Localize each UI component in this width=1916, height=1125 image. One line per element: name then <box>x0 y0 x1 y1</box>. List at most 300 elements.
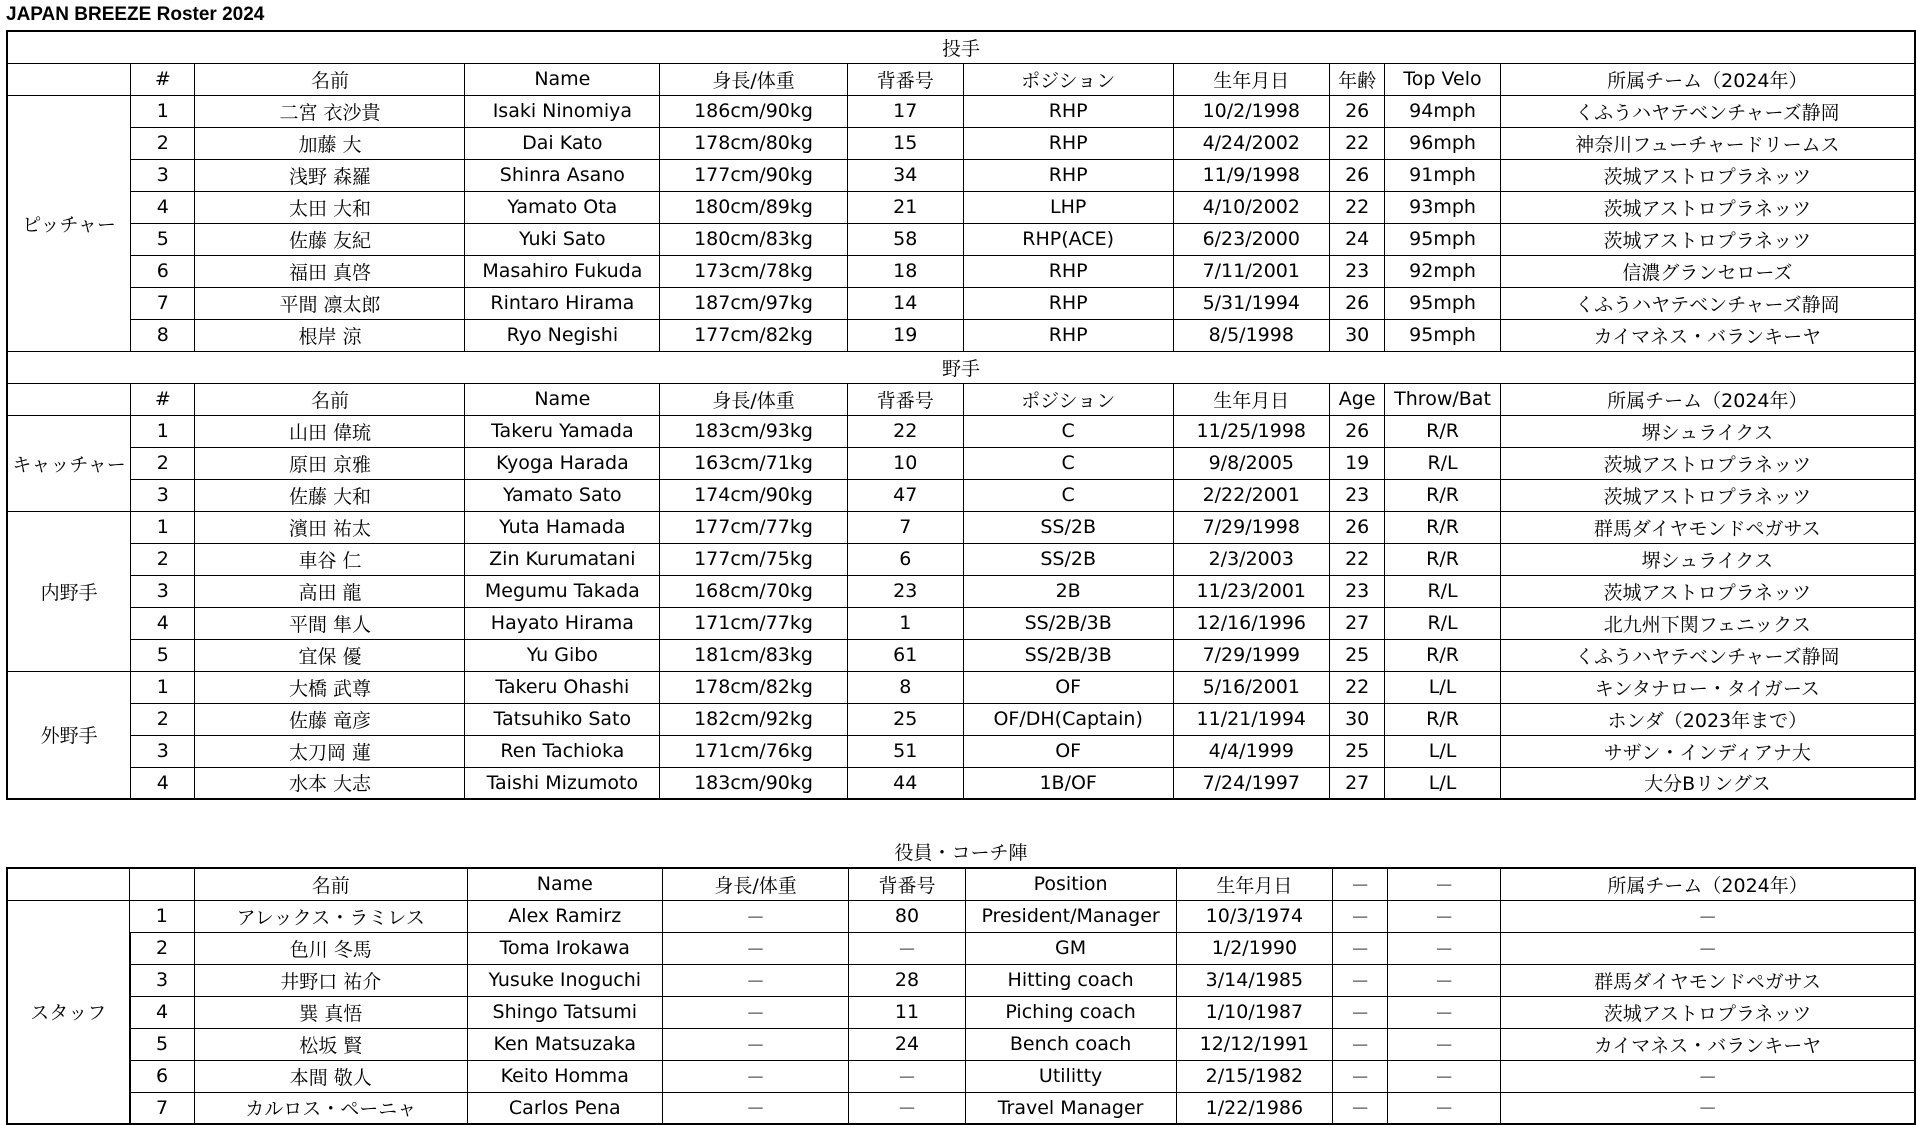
table-row <box>7 319 1915 351</box>
group-label-staff: スタッフ <box>7 900 130 1124</box>
name-en-cell: Toma Irokawa <box>467 932 662 964</box>
column-header: ポジション <box>963 383 1173 415</box>
position-cell: RHP <box>963 287 1173 319</box>
name-en-cell: Yu Gibo <box>465 639 660 671</box>
number-cell: 2 <box>131 447 195 479</box>
height-weight-cell: 181cm/83kg <box>660 639 848 671</box>
position-cell: OF/DH(Captain) <box>963 703 1173 735</box>
jersey-number-cell: 10 <box>847 447 963 479</box>
stat-cell: 93mph <box>1385 191 1500 223</box>
column-header: Top Velo <box>1385 63 1500 95</box>
position-cell: SS/2B <box>963 543 1173 575</box>
table-row <box>7 415 1915 447</box>
table-row <box>7 735 1915 767</box>
stat-cell: R/R <box>1385 543 1500 575</box>
column-header: 背番号 <box>847 63 963 95</box>
position-cell: Bench coach <box>965 1028 1176 1060</box>
name-jp-cell: 色川 冬馬 <box>194 932 467 964</box>
jersey-number-cell: 51 <box>847 735 963 767</box>
number-cell: 7 <box>130 1092 194 1124</box>
birthdate-cell: 11/23/2001 <box>1173 575 1329 607</box>
position-cell: RHP <box>963 159 1173 191</box>
height-weight-cell: 177cm/75kg <box>660 543 848 575</box>
column-header: # <box>131 383 195 415</box>
jersey-number-cell: 23 <box>847 575 963 607</box>
height-weight-cell: 183cm/93kg <box>660 415 848 447</box>
position-cell: Travel Manager <box>965 1092 1176 1124</box>
position-cell: Piching coach <box>965 996 1176 1028</box>
column-header: 身長/体重 <box>660 383 848 415</box>
stat-cell: － <box>1388 1028 1501 1060</box>
stat-cell: R/L <box>1385 575 1500 607</box>
height-weight-cell: － <box>662 932 849 964</box>
position-cell: OF <box>963 671 1173 703</box>
group-label-catcher: キャッチャー <box>7 415 131 511</box>
birthdate-cell: 1/10/1987 <box>1176 996 1333 1028</box>
height-weight-cell: 168cm/70kg <box>660 575 848 607</box>
pitchers-header-row <box>7 63 1915 95</box>
name-en-cell: Zin Kurumatani <box>465 543 660 575</box>
column-header: 所属チーム（2024年） <box>1500 63 1915 95</box>
number-cell: 1 <box>131 415 195 447</box>
birthdate-cell: 12/16/1996 <box>1173 607 1329 639</box>
team-cell: 茨城アストロプラネッツ <box>1500 479 1915 511</box>
position-cell: RHP <box>963 95 1173 127</box>
column-header: 生年月日 <box>1173 63 1329 95</box>
column-header: Age <box>1329 383 1384 415</box>
birthdate-cell: 5/16/2001 <box>1173 671 1329 703</box>
jersey-number-cell: 80 <box>849 900 965 932</box>
stat-cell: － <box>1388 1092 1501 1124</box>
height-weight-cell: 177cm/82kg <box>660 319 848 351</box>
team-cell: 茨城アストロプラネッツ <box>1500 575 1915 607</box>
name-en-cell: Yamato Ota <box>465 191 660 223</box>
column-header <box>130 868 194 900</box>
stat-cell: 94mph <box>1385 95 1500 127</box>
fielders-header-row <box>7 383 1915 415</box>
table-row <box>7 191 1915 223</box>
table-row <box>7 479 1915 511</box>
position-cell: Utilitty <box>965 1060 1176 1092</box>
name-jp-cell: 加藤 大 <box>195 127 465 159</box>
table-row <box>7 932 1915 964</box>
table-row <box>7 767 1915 799</box>
age-cell: 19 <box>1329 447 1384 479</box>
team-cell: 群馬ダイヤモンドペガサス <box>1500 511 1915 543</box>
name-jp-cell: 大橋 武尊 <box>195 671 465 703</box>
height-weight-cell: － <box>662 1092 849 1124</box>
stat-cell: 95mph <box>1385 319 1500 351</box>
number-cell: 2 <box>130 932 194 964</box>
staff-table <box>6 836 1916 1125</box>
name-jp-cell: 井野口 祐介 <box>194 964 467 996</box>
position-cell: OF <box>963 735 1173 767</box>
team-cell: くふうハヤテベンチャーズ静岡 <box>1500 95 1915 127</box>
height-weight-cell: 163cm/71kg <box>660 447 848 479</box>
team-cell: くふうハヤテベンチャーズ静岡 <box>1500 287 1915 319</box>
stat-cell: － <box>1388 900 1501 932</box>
column-header: # <box>131 63 195 95</box>
name-jp-cell: 福田 真啓 <box>195 255 465 287</box>
number-cell: 3 <box>131 575 195 607</box>
group-label-infielder: 内野手 <box>7 511 131 671</box>
table-row <box>7 575 1915 607</box>
position-cell: SS/2B <box>963 511 1173 543</box>
team-cell: － <box>1501 1092 1915 1124</box>
age-cell: 23 <box>1329 255 1384 287</box>
team-cell: 茨城アストロプラネッツ <box>1500 159 1915 191</box>
birthdate-cell: 1/22/1986 <box>1176 1092 1333 1124</box>
position-cell: GM <box>965 932 1176 964</box>
number-cell: 1 <box>130 900 194 932</box>
birthdate-cell: 4/4/1999 <box>1173 735 1329 767</box>
birthdate-cell: 7/29/1998 <box>1173 511 1329 543</box>
table-row <box>7 703 1915 735</box>
column-header: 所属チーム（2024年） <box>1500 383 1915 415</box>
jersey-number-cell: 58 <box>847 223 963 255</box>
name-en-cell: Ryo Negishi <box>465 319 660 351</box>
name-jp-cell: 高田 龍 <box>195 575 465 607</box>
jersey-number-cell: 18 <box>847 255 963 287</box>
jersey-number-cell: 7 <box>847 511 963 543</box>
team-cell: くふうハヤテベンチャーズ静岡 <box>1500 639 1915 671</box>
table-row <box>7 255 1915 287</box>
table-row <box>7 671 1915 703</box>
jersey-number-cell: 6 <box>847 543 963 575</box>
position-cell: RHP <box>963 255 1173 287</box>
name-jp-cell: 根岸 涼 <box>195 319 465 351</box>
stat-cell: R/R <box>1385 479 1500 511</box>
age-cell: 25 <box>1329 639 1384 671</box>
name-en-cell: Dai Kato <box>465 127 660 159</box>
jersey-number-cell: 15 <box>847 127 963 159</box>
age-cell: 25 <box>1329 735 1384 767</box>
birthdate-cell: 6/23/2000 <box>1173 223 1329 255</box>
height-weight-cell: 186cm/90kg <box>660 95 848 127</box>
name-jp-cell: 佐藤 大和 <box>195 479 465 511</box>
team-cell: 茨城アストロプラネッツ <box>1501 996 1915 1028</box>
name-en-cell: Masahiro Fukuda <box>465 255 660 287</box>
birthdate-cell: 10/2/1998 <box>1173 95 1329 127</box>
position-cell: RHP <box>963 319 1173 351</box>
team-cell: 群馬ダイヤモンドペガサス <box>1501 964 1915 996</box>
column-header: 年齢 <box>1329 63 1384 95</box>
stat-cell: － <box>1388 932 1501 964</box>
team-cell: 堺シュライクス <box>1500 415 1915 447</box>
jersey-number-cell: 44 <box>847 767 963 799</box>
birthdate-cell: 11/25/1998 <box>1173 415 1329 447</box>
staff-section-title-row <box>7 836 1915 868</box>
header-blank <box>7 63 131 95</box>
stat-cell: － <box>1388 964 1501 996</box>
birthdate-cell: 3/14/1985 <box>1176 964 1333 996</box>
age-cell: － <box>1333 900 1388 932</box>
position-cell: C <box>963 447 1173 479</box>
column-header: 名前 <box>194 868 467 900</box>
birthdate-cell: 12/12/1991 <box>1176 1028 1333 1060</box>
number-cell: 7 <box>131 287 195 319</box>
team-cell: － <box>1501 932 1915 964</box>
column-header: ポジション <box>963 63 1173 95</box>
name-en-cell: Takeru Yamada <box>465 415 660 447</box>
team-cell: － <box>1501 1060 1915 1092</box>
birthdate-cell: 2/15/1982 <box>1176 1060 1333 1092</box>
height-weight-cell: － <box>662 964 849 996</box>
name-jp-cell: 濱田 祐太 <box>195 511 465 543</box>
age-cell: 27 <box>1329 767 1384 799</box>
team-cell: 大分Bリングス <box>1500 767 1915 799</box>
column-header: 背番号 <box>849 868 965 900</box>
name-jp-cell: 宜保 優 <box>195 639 465 671</box>
age-cell: 26 <box>1329 159 1384 191</box>
jersey-number-cell: 22 <box>847 415 963 447</box>
jersey-number-cell: 34 <box>847 159 963 191</box>
name-en-cell: Yuki Sato <box>465 223 660 255</box>
position-cell: 2B <box>963 575 1173 607</box>
column-header: 身長/体重 <box>660 63 848 95</box>
birthdate-cell: 7/24/1997 <box>1173 767 1329 799</box>
number-cell: 2 <box>131 703 195 735</box>
position-cell: SS/2B/3B <box>963 607 1173 639</box>
age-cell: 26 <box>1329 95 1384 127</box>
column-header: Name <box>467 868 662 900</box>
name-jp-cell: 太田 大和 <box>195 191 465 223</box>
height-weight-cell: 187cm/97kg <box>660 287 848 319</box>
column-header: 背番号 <box>847 383 963 415</box>
height-weight-cell: 177cm/77kg <box>660 511 848 543</box>
height-weight-cell: 171cm/77kg <box>660 607 848 639</box>
team-cell: 北九州下関フェニックス <box>1500 607 1915 639</box>
name-jp-cell: 松坂 賢 <box>194 1028 467 1060</box>
name-jp-cell: 二宮 衣沙貴 <box>195 95 465 127</box>
height-weight-cell: － <box>662 996 849 1028</box>
number-cell: 3 <box>131 479 195 511</box>
name-jp-cell: 車谷 仁 <box>195 543 465 575</box>
name-en-cell: Hayato Hirama <box>465 607 660 639</box>
stat-cell: L/L <box>1385 671 1500 703</box>
position-cell: LHP <box>963 191 1173 223</box>
name-jp-cell: 山田 偉琉 <box>195 415 465 447</box>
table-row <box>7 607 1915 639</box>
number-cell: 4 <box>131 191 195 223</box>
name-jp-cell: アレックス・ラミレス <box>194 900 467 932</box>
table-row <box>7 964 1915 996</box>
name-jp-cell: 佐藤 竜彦 <box>195 703 465 735</box>
staff-section-title: 役員・コーチ陣 <box>894 842 1028 864</box>
name-jp-cell: 巽 真悟 <box>194 996 467 1028</box>
age-cell: 30 <box>1329 319 1384 351</box>
stat-cell: 95mph <box>1385 287 1500 319</box>
column-header: 生年月日 <box>1176 868 1333 900</box>
stat-cell: 95mph <box>1385 223 1500 255</box>
birthdate-cell: 10/3/1974 <box>1176 900 1333 932</box>
name-en-cell: Shingo Tatsumi <box>467 996 662 1028</box>
stat-cell: L/L <box>1385 735 1500 767</box>
birthdate-cell: 4/24/2002 <box>1173 127 1329 159</box>
stat-cell: R/R <box>1385 703 1500 735</box>
page-title: JAPAN BREEZE Roster 2024 <box>6 4 265 25</box>
jersey-number-cell: 24 <box>849 1028 965 1060</box>
position-cell: Hitting coach <box>965 964 1176 996</box>
birthdate-cell: 7/29/1999 <box>1173 639 1329 671</box>
team-cell: ホンダ（2023年まで） <box>1500 703 1915 735</box>
table-row <box>7 1060 1915 1092</box>
age-cell: 23 <box>1329 575 1384 607</box>
number-cell: 2 <box>131 543 195 575</box>
birthdate-cell: 2/3/2003 <box>1173 543 1329 575</box>
name-en-cell: Keito Homma <box>467 1060 662 1092</box>
age-cell: 26 <box>1329 511 1384 543</box>
birthdate-cell: 11/21/1994 <box>1173 703 1329 735</box>
number-cell: 4 <box>130 996 194 1028</box>
age-cell: 27 <box>1329 607 1384 639</box>
table-row <box>7 1092 1915 1124</box>
stat-cell: 91mph <box>1385 159 1500 191</box>
birthdate-cell: 7/11/2001 <box>1173 255 1329 287</box>
height-weight-cell: 178cm/82kg <box>660 671 848 703</box>
table-row <box>7 95 1915 127</box>
name-en-cell: Yuta Hamada <box>465 511 660 543</box>
position-cell: President/Manager <box>965 900 1176 932</box>
column-header: － <box>1388 868 1501 900</box>
position-cell: RHP(ACE) <box>963 223 1173 255</box>
team-cell: 堺シュライクス <box>1500 543 1915 575</box>
number-cell: 6 <box>130 1060 194 1092</box>
column-header: － <box>1333 868 1388 900</box>
table-row <box>7 1028 1915 1060</box>
age-cell: － <box>1333 1060 1388 1092</box>
height-weight-cell: 173cm/78kg <box>660 255 848 287</box>
column-header: 名前 <box>195 63 465 95</box>
birthdate-cell: 11/9/1998 <box>1173 159 1329 191</box>
name-jp-cell: 水本 大志 <box>195 767 465 799</box>
name-en-cell: Ken Matsuzaka <box>467 1028 662 1060</box>
number-cell: 3 <box>131 735 195 767</box>
number-cell: 1 <box>131 671 195 703</box>
position-cell: RHP <box>963 127 1173 159</box>
stat-cell: － <box>1388 996 1501 1028</box>
stat-cell: R/R <box>1385 415 1500 447</box>
position-cell: C <box>963 415 1173 447</box>
jersey-number-cell: 19 <box>847 319 963 351</box>
name-jp-cell: 本間 敬人 <box>194 1060 467 1092</box>
birthdate-cell: 9/8/2005 <box>1173 447 1329 479</box>
number-cell: 5 <box>130 1028 194 1060</box>
birthdate-cell: 8/5/1998 <box>1173 319 1329 351</box>
stat-cell: R/L <box>1385 447 1500 479</box>
birthdate-cell: 1/2/1990 <box>1176 932 1333 964</box>
height-weight-cell: 180cm/89kg <box>660 191 848 223</box>
height-weight-cell: － <box>662 1060 849 1092</box>
name-en-cell: Alex Ramirz <box>467 900 662 932</box>
name-jp-cell: 佐藤 友紀 <box>195 223 465 255</box>
age-cell: － <box>1333 964 1388 996</box>
group-label-outfielder: 外野手 <box>7 671 131 799</box>
name-jp-cell: 平間 隼人 <box>195 607 465 639</box>
age-cell: 22 <box>1329 543 1384 575</box>
pitchers-section-title: 投手 <box>7 31 1915 63</box>
age-cell: 22 <box>1329 127 1384 159</box>
column-header: Throw/Bat <box>1385 383 1500 415</box>
age-cell: － <box>1333 1092 1388 1124</box>
table-row <box>7 287 1915 319</box>
height-weight-cell: － <box>662 1028 849 1060</box>
height-weight-cell: 177cm/90kg <box>660 159 848 191</box>
stat-cell: R/R <box>1385 511 1500 543</box>
name-jp-cell: 浅野 森羅 <box>195 159 465 191</box>
number-cell: 3 <box>130 964 194 996</box>
stat-cell: 92mph <box>1385 255 1500 287</box>
name-en-cell: Yamato Sato <box>465 479 660 511</box>
team-cell: 茨城アストロプラネッツ <box>1500 191 1915 223</box>
number-cell: 5 <box>131 223 195 255</box>
height-weight-cell: 174cm/90kg <box>660 479 848 511</box>
age-cell: － <box>1333 996 1388 1028</box>
position-cell: 1B/OF <box>963 767 1173 799</box>
jersey-number-cell: － <box>849 1060 965 1092</box>
height-weight-cell: 183cm/90kg <box>660 767 848 799</box>
table-row <box>7 127 1915 159</box>
name-jp-cell: 平間 凛太郎 <box>195 287 465 319</box>
number-cell: 1 <box>131 95 195 127</box>
age-cell: － <box>1333 932 1388 964</box>
birthdate-cell: 2/22/2001 <box>1173 479 1329 511</box>
column-header: Position <box>965 868 1176 900</box>
jersey-number-cell: 21 <box>847 191 963 223</box>
jersey-number-cell: 61 <box>847 639 963 671</box>
team-cell: カイマネス・バランキーヤ <box>1500 319 1915 351</box>
name-en-cell: Tatsuhiko Sato <box>465 703 660 735</box>
team-cell: キンタナロー・タイガース <box>1500 671 1915 703</box>
number-cell: 3 <box>131 159 195 191</box>
column-header: Name <box>465 63 660 95</box>
name-en-cell: Rintaro Hirama <box>465 287 660 319</box>
table-row <box>7 639 1915 671</box>
stat-cell: L/L <box>1385 767 1500 799</box>
table-row <box>7 511 1915 543</box>
stat-cell: R/R <box>1385 639 1500 671</box>
header-blank <box>7 383 131 415</box>
table-row <box>7 543 1915 575</box>
jersey-number-cell: 25 <box>847 703 963 735</box>
jersey-number-cell: 11 <box>849 996 965 1028</box>
column-header: 身長/体重 <box>662 868 849 900</box>
table-row <box>7 996 1915 1028</box>
team-cell: サザン・インディアナ大 <box>1500 735 1915 767</box>
fielders-section-title: 野手 <box>7 351 1915 383</box>
jersey-number-cell: － <box>849 1092 965 1124</box>
jersey-number-cell: 17 <box>847 95 963 127</box>
jersey-number-cell: － <box>849 932 965 964</box>
age-cell: 22 <box>1329 671 1384 703</box>
pitchers-section-title-row <box>7 31 1915 63</box>
age-cell: 22 <box>1329 191 1384 223</box>
team-cell: 茨城アストロプラネッツ <box>1500 447 1915 479</box>
team-cell: 神奈川フューチャードリームス <box>1500 127 1915 159</box>
name-en-cell: Takeru Ohashi <box>465 671 660 703</box>
name-en-cell: Carlos Pena <box>467 1092 662 1124</box>
jersey-number-cell: 28 <box>849 964 965 996</box>
age-cell: 30 <box>1329 703 1384 735</box>
table-row <box>7 900 1915 932</box>
name-en-cell: Isaki Ninomiya <box>465 95 660 127</box>
name-en-cell: Yusuke Inoguchi <box>467 964 662 996</box>
age-cell: 24 <box>1329 223 1384 255</box>
jersey-number-cell: 47 <box>847 479 963 511</box>
table-row <box>7 447 1915 479</box>
height-weight-cell: － <box>662 900 849 932</box>
header-blank <box>7 868 130 900</box>
